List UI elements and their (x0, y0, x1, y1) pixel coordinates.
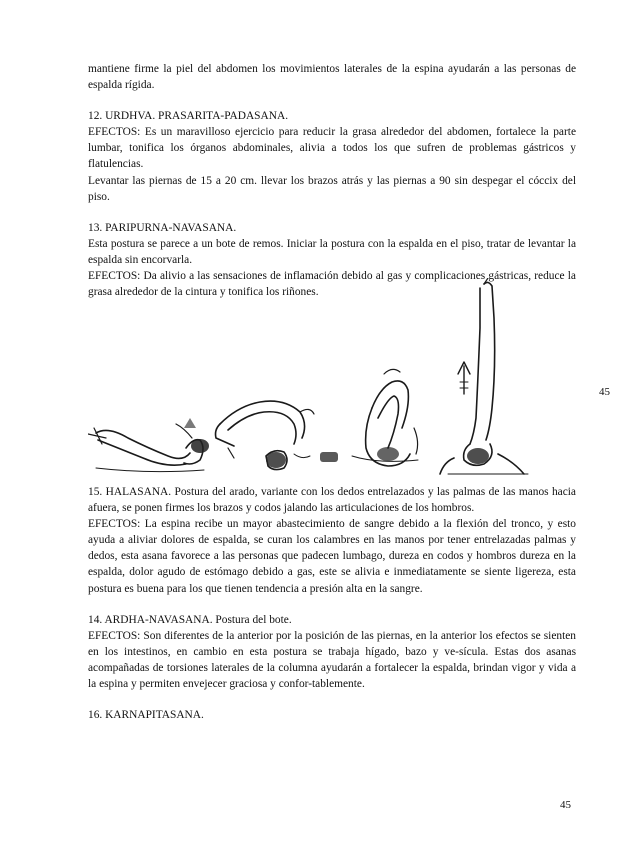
section-12-effects: EFECTOS: Es un maravilloso ejercicio para reducir la grasa alrededor del abdomen, fortalece la parte lumbar, tonifica los órganos abdominales, alivia a todos los que sufren de problemas gástricos y flatulencias. (88, 126, 576, 171)
section-16-title: 16. KARNAPITASANA. (88, 709, 204, 722)
section-14-effects: EFECTOS: Son diferentes de la anterior por la posición de las piernas, en la anterior los efectos se sienten en los intestinos, en cambio en esta postura se trabaja hígado, bazo y ve-sícula. Estas dos asanas acompañadas de torsiones laterales de la columna ayudarán a fortalecer la espalda, brindan vigor y vida a la espina y permiten envejecer graciosa y confor-tablemente. (88, 629, 576, 691)
text-block-top (88, 61, 576, 300)
section-15-description: 15. HALASANA. Postura del arado, variante con los dedos entrelazados y las palmas de las manos hacia afuera, se ponen firmes los brazos y codos jalando las articulaciones de los hombros. (88, 486, 576, 515)
side-page-number: 45 (599, 386, 610, 398)
rolling-figure-head (377, 447, 399, 461)
up-arrow-icon (458, 362, 470, 394)
section-12-title: 12. URDHVA. PRASARITA-PADASANA. (88, 110, 289, 123)
shoulder-stand-figure (440, 278, 528, 474)
section-15-effects: EFECTOS: La espina recibe un mayor abastecimiento de sangre debido a la flexión del tronco, y esto ayuda a aliviar dolores de espalda, se curan los calambres en las manos por tener entrelazadas palmas y dedos, esta asana favorece a las personas que padecen lumbago, dureza en codos y hombros dureza en la espalda, dolor agudo de estómago debido a gas, este se alivia e inmediatamente se siente ligereza, esta postura es buena para los que tienen tendencia a presión alta en la sangre. (88, 518, 576, 595)
section-14-title: 14. ARDHA-NAVASANA. Postura del bote. (88, 613, 292, 626)
plough-pose-head (266, 452, 286, 468)
yoga-poses-drawing (88, 278, 588, 488)
intro-paragraph: mantiene firme la piel del abdomen los movimientos laterales de la espina ayudarán a las personas de espalda rígida. (88, 63, 576, 92)
yoga-poses-sequence-illustration (88, 278, 588, 488)
boat-pose-head (191, 439, 209, 453)
section-13-title: 13. PARIPURNA-NAVASANA. (88, 221, 237, 234)
shoulder-stand-head (467, 448, 489, 464)
plough-transition-figure (216, 401, 315, 469)
footer-page-number: 45 (560, 799, 571, 811)
section-13-description: Esta postura se parece a un bote de remos. Iniciar la postura con la espalda en el piso, tratar de levantar la espalda sin encorvarla. (88, 237, 576, 266)
section-12-instructions: Levantar las piernas de 15 a 20 cm. llevar los brazos atrás y las piernas a 90 sin despegar el cóccix del piso. (88, 174, 576, 203)
section-13-effects: EFECTOS: Da alivio a las sensaciones de inflamación debido al gas y complicaciones gástricas, reduce la grasa alrededor de la cintura y tonifica los riñones. (88, 270, 576, 299)
text-block-bottom (88, 484, 576, 723)
boat-pose-figure (88, 424, 204, 472)
